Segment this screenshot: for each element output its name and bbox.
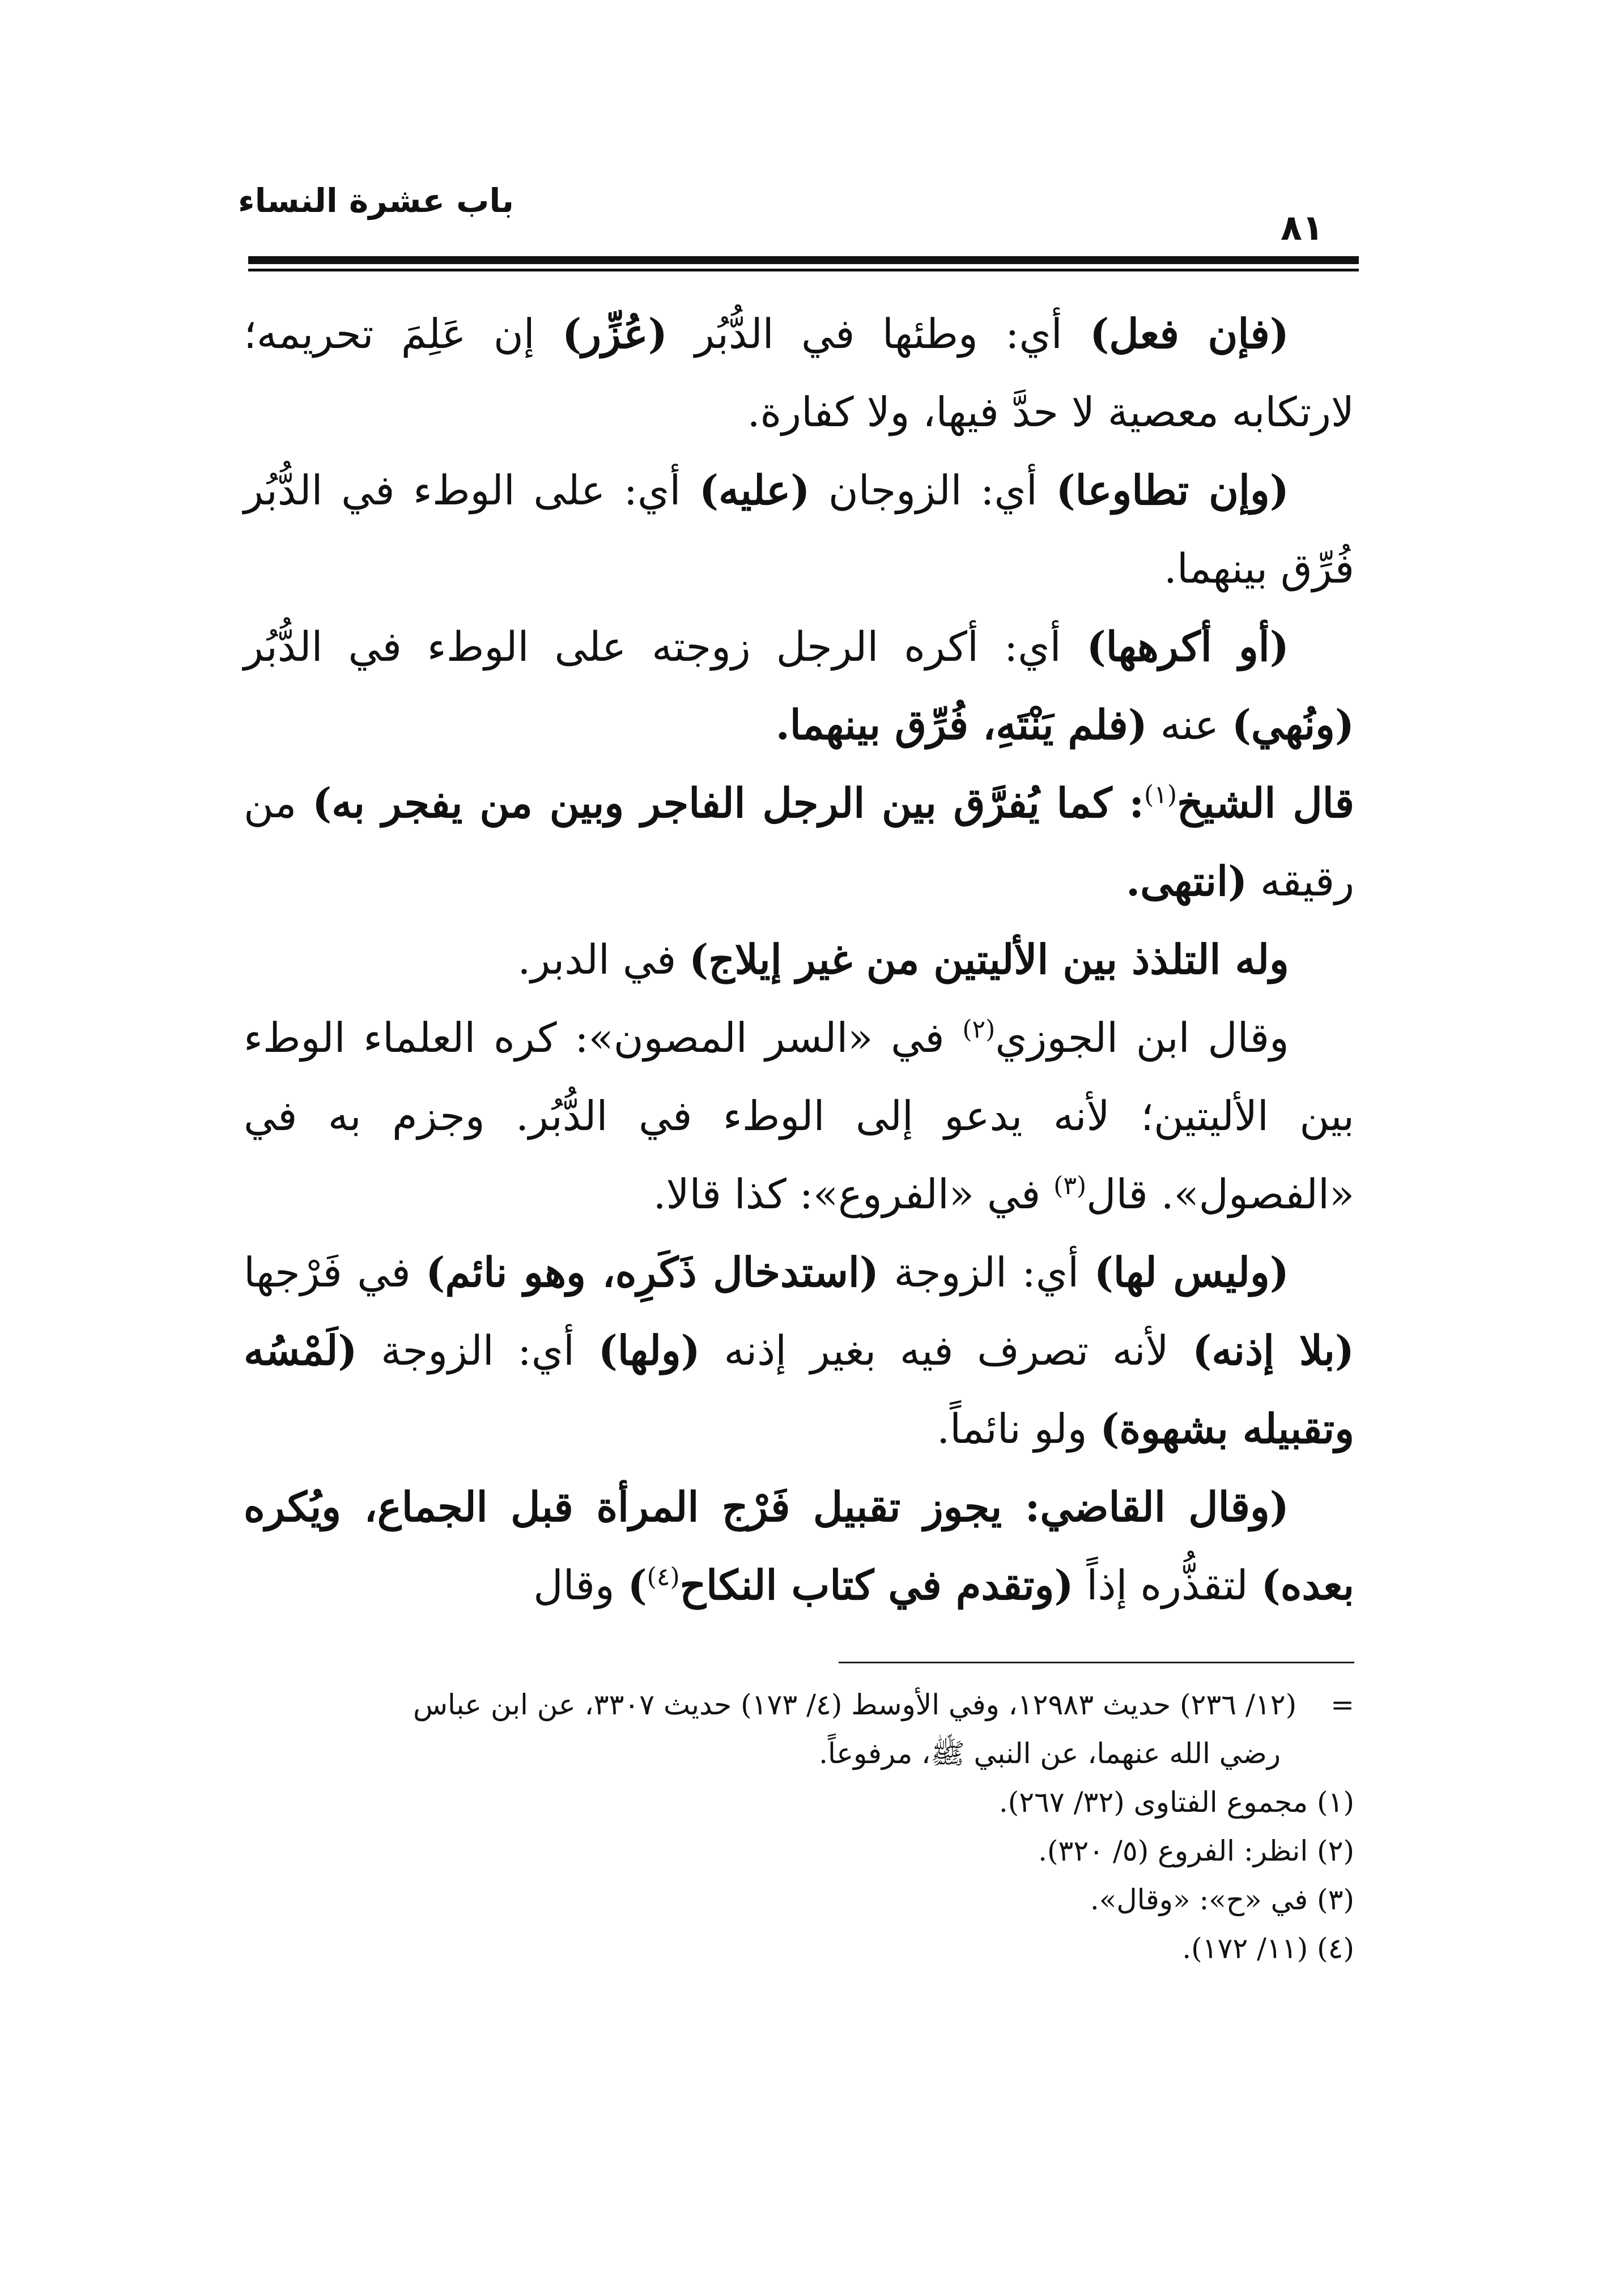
paragraph-8 [244,1468,1354,1624]
sharh-text: إن عَلِمَ تحريمه؛ لارتكابه معصية لا حدَّ فيها، ولا كفارة. [244,310,1354,436]
matn-text: (استدخال ذَكَرِه، وهو نائم) [426,1248,879,1296]
sharh-text: لأنه تصرف فيه بغير إذنه [700,1327,1193,1374]
matn-text: وله التلذذ بين الأليتين من غير إيلاج) [689,935,1289,983]
sharh-text: في الدبر. [517,936,690,983]
sharh-text: أي: وطئها في الدُّبُر [667,310,1090,358]
matn-text: (انتهى. [1126,857,1248,905]
header-rule-thin [248,269,1359,271]
sharh-text: أي: الزوجان [810,466,1056,514]
paragraph-4 [244,764,1354,920]
footnote-4: (٤) (١١/ ١٧٢). [1182,1932,1354,1965]
matn-text: (ونُهي) [1231,700,1354,749]
matn-text: (أو أكرهها) [1086,622,1289,670]
footnote-continuation-line: رضي الله عنهما، عن النبي ﷺ، مرفوعاً. [819,1737,1281,1770]
sharh-text: وقال ابن الجوزي [995,1014,1289,1061]
paragraph-5 [244,920,1354,999]
continuation-marker: = [1330,1688,1354,1721]
paragraph-2 [244,451,1354,608]
footnote-2: (٢) انظر: الفروع (٥/ ٣٢٠). [1038,1835,1354,1867]
matn-text: (وإن تطاوعا) [1056,466,1289,514]
matn-text: (بلا إذنه) [1192,1326,1354,1374]
footnote-ref: (١) [1144,780,1177,809]
sharh-text: أي: الزوجة [357,1327,598,1374]
matn-text: : كما يُفرَّق بين الرجل الفاجر وبين من يفجر به) [312,779,1145,827]
running-title: باب عشرة النساء [238,181,514,220]
matn-text: (ولها) [598,1326,700,1374]
footnote-1: (١) مجموع الفتاوى (٣٢/ ٢٦٧). [998,1786,1354,1819]
paragraph-3 [244,608,1354,764]
matn-text: (لَمْسُه وتقبيله بشهوة) [244,1326,1354,1453]
matn-text: (وليس لها) [1094,1248,1289,1296]
header-rule-thick [248,256,1359,264]
sharh-text: وقال [533,1561,628,1609]
footnote-text: (١٢/ ٢٣٦) حديث ١٢٩٨٣، وفي الأوسط (٤/ ١٧٣) حديث ٣٣٠٧، عن ابن عباس [413,1688,1297,1721]
footnote-continuation [244,1680,1354,1729]
matn-text: (عُزِّر) [562,309,668,358]
matn-text: (فلم يَنْتَهِ، فُرِّق بينهما. [775,700,1147,749]
page-number: ٨١ [1281,207,1324,248]
paragraph-7 [244,1233,1354,1468]
matn-text: (عليه) [699,466,810,514]
sharh-text: عنه [1147,701,1232,749]
paragraph-6 [244,999,1354,1233]
footnote-ref: (٤) [647,1562,680,1591]
footnote-ref: (٢) [962,1015,996,1044]
matn-text: قال الشيخ [1177,779,1355,827]
main-text [244,295,1354,1624]
sharh-text: أي: أكره الرجل زوجته على الوطء في الدُّبُر [244,623,1087,670]
matn-text: (وتقدم في كتاب النكاح [679,1561,1074,1609]
sharh-text: في فَرْجها [244,1249,426,1296]
sharh-text: في «السر المصون»: كره العلماء الوطء بين الأليتين؛ لأنه يدعو إلى الوطء في الدُّبُر. وجزم به في «الفصول». قال [244,1014,1354,1218]
sharh-text: ولو نائماً. [937,1405,1100,1453]
matn-text: (فإن فعل) [1090,309,1289,358]
sharh-text: أي: على الوطء في الدُّبُر فُرِّق بينهما. [244,466,1354,592]
sharh-text: لتقذُّره إذاً [1073,1561,1261,1609]
sharh-text: أي: الزوجة [878,1249,1094,1296]
sharh-text: من رقيقه [244,779,1354,905]
matn-text: ) [627,1561,647,1609]
footnote-3: (٣) في «ح»: «وقال». [1090,1883,1354,1916]
footnote-separator [839,1662,1354,1663]
footnotes [244,1680,1354,1973]
sharh-text: في «الفروع»: كذا قالا. [653,1170,1054,1218]
footnote-ref: (٣) [1053,1171,1087,1200]
matn-text: (وقال القاضي: يجوز تقبيل فَرْج المرأة قبل الجماع، ويُكره بعده) [244,1483,1354,1609]
paragraph-1 [244,295,1354,451]
